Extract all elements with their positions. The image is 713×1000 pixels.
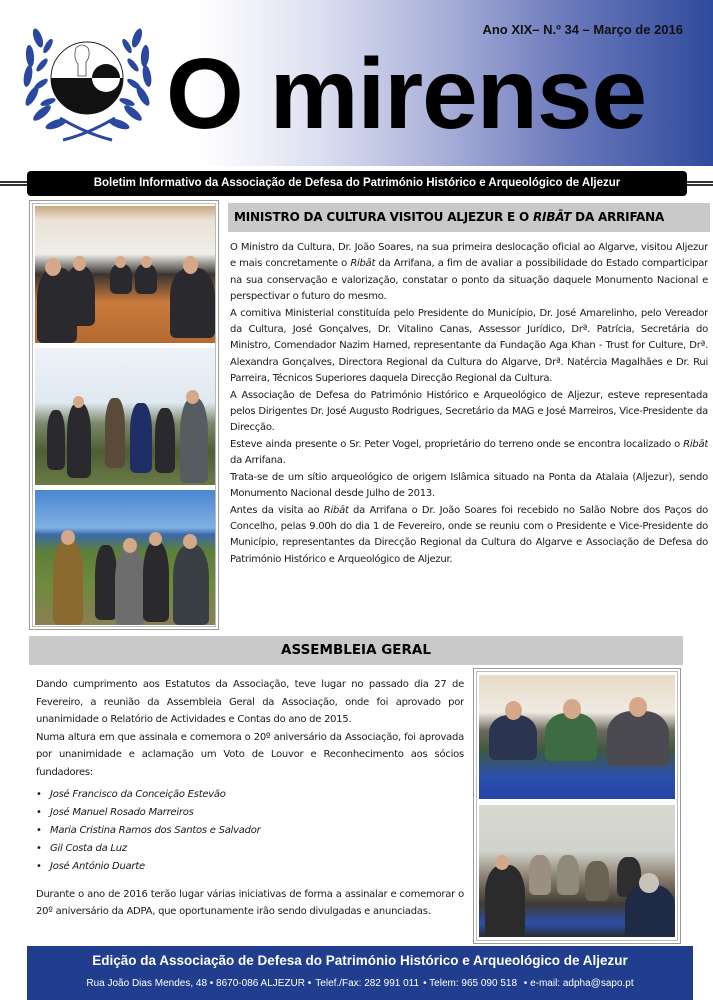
- article1-photo-frame: [29, 200, 219, 630]
- article1-paragraph: Esteve ainda presente o Sr. Peter Vogel, proprietário do terreno onde se encontra localizado o Ribāt da Arrifana.: [230, 438, 708, 467]
- footer-mobile: • Telem: 965 090 518: [423, 978, 518, 989]
- founders-list: [36, 786, 464, 876]
- founder-item: • José Francisco da Conceição Estevão: [36, 786, 464, 804]
- footer-phone: Telef./Fax: 282 991 011: [315, 978, 420, 989]
- article1-paragraph: Antes da visita ao Ribāt da Arrifana o Dr. João Soares foi recebido no Salão Nobre dos Paços do Concelho, pelas 9.00h do dia 1 de Fevereiro, onde se reuniu com o Presidente e Vice-Presidente do Município, representantes da Direcção Regional da Cultura do Algarve e Associação de Defesa do Património Histórico e Arqueológico de Aljezur.: [230, 504, 708, 565]
- assembly-audience-photo: [479, 805, 675, 937]
- article1-headline-post: DA ARRIFANA: [571, 210, 665, 224]
- issue-line: Ano XIX– N.º 34 – Março de 2016: [482, 22, 683, 37]
- article2-body: [36, 676, 464, 938]
- founder-item: • Gil Costa da Luz: [36, 840, 464, 858]
- masthead: [0, 0, 713, 166]
- footer-address: Rua João Dias Mendes, 48 • 8670-086 ALJEZUR •: [86, 978, 312, 989]
- footer-email[interactable]: • e-mail: adpha@sapo.pt: [521, 978, 634, 989]
- article1-paragraph: O Ministro da Cultura, Dr. João Soares, na sua primeira deslocação oficial ao Algarve, visitou Aljezur e mais concretamente o Ribāt da Arrifana, a fim de avaliar a possibilidade do Estado comparticipar na sua conservação e valorização, constatar o ponto da situação daquele Monumento Nacional e perspectivar o futuro do mesmo.: [230, 242, 708, 303]
- article1-paragraph: A comitiva Ministerial constituída pelo Presidente do Município, Dr. José Amarelinho, pelo Vereador da Cultura, José Gonçalves, Dr. Vitalino Canas, Assessor Jurídico, Drª. Patrícia, Secretária do Ministro, Comendador Nazim Hamed, representante da Fundação Aga Khan - Trust for Culture, Drª. Alexandra Gonçalves, Directora Regional da Cultura do Algarve, Drª. Natércia Magalhães e Dr. Rui Parreira, Técnicos Superiores daquela Direcção Regional da Cultura.: [230, 307, 708, 385]
- article1-paragraph: A Associação de Defesa do Património Histórico e Arqueológico de Aljezur, esteve representada pelos Dirigentes Dr. José Augusto Rodrigues, Secretário da MAG e José Marreiros, Vice-Presidente da Direcção.: [230, 389, 708, 434]
- article1-headline-pre: MINISTRO DA CULTURA VISITOU ALJEZUR E O: [234, 210, 534, 224]
- footer-title: Edição da Associação de Defesa do Património Histórico e Arqueológico de Aljezur: [92, 953, 628, 968]
- article2-intro2: Numa altura em que assinala e comemora o 20º aniversário da Associação, foi aprovada por unanimidade e aclamação um Voto de Louvor e Reconhecimento aos sócios fundadores:: [36, 731, 464, 778]
- footer: [27, 946, 693, 1000]
- footer-contact: [27, 976, 693, 992]
- newsletter-title: O mirense: [166, 38, 647, 150]
- founder-item: • Maria Cristina Ramos dos Santos e Salvador: [36, 822, 464, 840]
- article1-headline: [228, 203, 710, 232]
- article2-photo-frame: [473, 668, 681, 944]
- clifftop-group-photo: [35, 348, 215, 485]
- assembly-table-photo: [479, 675, 675, 799]
- founder-item: • José António Duarte: [36, 858, 464, 876]
- article1-headline-italic: RIBĀT: [533, 210, 572, 224]
- article2-closing: Durante o ano de 2016 terão lugar várias iniciativas de forma a assinalar e comemorar o 20º aniversário da ADPA, que oportunamente irão sendo divulgadas e anunciadas.: [36, 888, 464, 918]
- subtitle-bar: Boletim Informativo da Associação de Defesa do Património Histórico e Arqueológico de Aljezur: [27, 171, 687, 196]
- article1-body: [230, 240, 708, 632]
- article2-intro1: Dando cumprimento aos Estatutos da Associação, teve lugar no passado dia 27 de Fevereiro, a reunião da Assembleia Geral da Associação, onde foi aprovado por unanimidade o Relatório de Actividades e Contas do ano de 2015.: [36, 679, 464, 726]
- article1-paragraph: Trata-se de um sítio arqueológico de origem Islâmica situado na Ponta da Atalaia (Aljezur), sendo Monumento Nacional desde Julho de 2013.: [230, 471, 708, 500]
- meeting-room-photo: [35, 206, 215, 343]
- coastal-walk-photo: [35, 490, 215, 625]
- founder-item: • José Manuel Rosado Marreiros: [36, 804, 464, 822]
- adpa-laurel-logo: [20, 18, 155, 150]
- article2-headline: ASSEMBLEIA GERAL: [29, 636, 683, 665]
